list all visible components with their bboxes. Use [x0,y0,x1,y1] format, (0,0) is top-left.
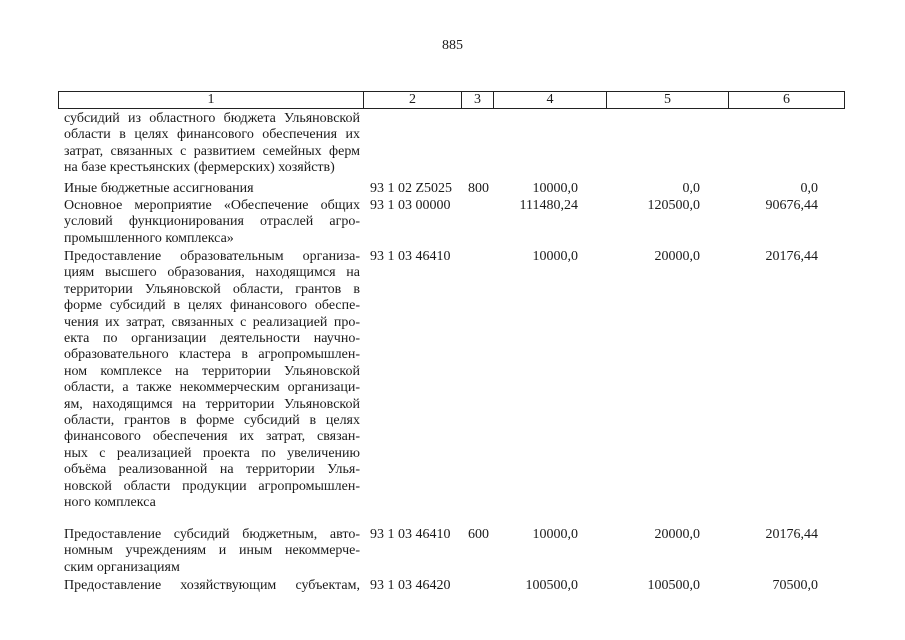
description-line: на базе крестьянских (фермерских) хозяйств) [64,160,335,176]
row-value-col5: 20000,0 [654,249,700,264]
description-line: области, грантов в форме субсидий в целях [64,413,360,429]
row-code: 93 1 03 46420 [370,578,451,593]
description-line: области в целях финансового обеспечения их [64,127,360,143]
description-line: ного комплекса [64,495,156,511]
row-description [64,578,360,594]
row-value-col6: 70500,0 [772,578,818,593]
description-line: области, а также некоммерческим организаци- [64,380,360,396]
row-value-col4: 100500,0 [525,578,578,593]
description-line: территории Ульяновской области, грантов в [64,281,360,297]
description-line: ном комплексе на территории Ульяновской [64,363,360,379]
row-description [64,111,360,177]
description-line: условий функционирования отраслей агро- [64,214,360,230]
description-line: екта по организации деятельности научно- [64,331,360,347]
row-code: 93 1 03 00000 [370,198,451,213]
row-value-col6: 20176,44 [765,249,818,264]
description-line: затрат, связанных с развитием семейных ферм [64,143,360,159]
column-header-3: 3 [462,92,494,109]
row-value-col6: 0,0 [800,181,818,196]
description-line: Предоставление образовательным организа- [64,249,360,264]
description-line: образовательного кластера в агропромышлен- [64,347,360,363]
description-line: Основное мероприятие «Обеспечение общих [64,198,360,213]
row-value-col6: 90676,44 [765,198,818,213]
description-line: Предоставление субсидий бюджетным, авто- [64,527,360,542]
row-expense-type: 600 [468,527,489,542]
description-line: субсидий из областного бюджета Ульяновской [64,111,360,126]
row-value-col6: 20176,44 [765,527,818,542]
description-line: Предоставление хозяйствующим субъектам, [64,578,360,593]
row-value-col5: 120500,0 [647,198,700,213]
column-header-1: 1 [59,92,364,109]
row-value-col4: 111480,24 [519,198,578,213]
row-value-col5: 20000,0 [654,527,700,542]
row-description [64,198,360,247]
row-value-col5: 100500,0 [647,578,700,593]
description-line: ям, находящимся на территории Ульяновской [64,396,360,412]
row-expense-type: 800 [468,181,489,196]
column-header-4: 4 [494,92,607,109]
description-line: объёма реализованной на территории Улья- [64,462,360,478]
row-code: 93 1 03 46410 [370,527,451,542]
row-description [64,249,360,512]
row-value-col5: 0,0 [682,181,700,196]
row-code: 93 1 03 46410 [370,249,451,264]
row-description [64,181,360,197]
column-header-2: 2 [364,92,462,109]
description-line: форме субсидий в целях финансового обеспе- [64,298,360,314]
description-line: финансового обеспечения их затрат, связан- [64,429,360,445]
description-line: чения их затрат, связанных с реализацией про- [64,314,360,330]
row-description [64,527,360,576]
column-header-5: 5 [607,92,729,109]
page-number: 885 [442,38,463,53]
description-line: новской области продукции агропромышлен- [64,478,360,494]
row-value-col4: 10000,0 [532,181,578,196]
description-line: ных с реализацией проекта по увеличению [64,445,360,461]
row-value-col4: 10000,0 [532,527,578,542]
description-line: Иные бюджетные ассигнования [64,181,254,196]
description-line: номным учреждениям и иным некоммерче- [64,543,360,559]
column-header-6: 6 [729,92,845,109]
row-value-col4: 10000,0 [532,249,578,264]
row-code: 93 1 02 Z5025 [370,181,453,196]
description-line: ским организациям [64,559,180,575]
description-line: циям высшего образования, находящимся на [64,265,360,281]
description-line: промышленного комплекса» [64,230,234,246]
